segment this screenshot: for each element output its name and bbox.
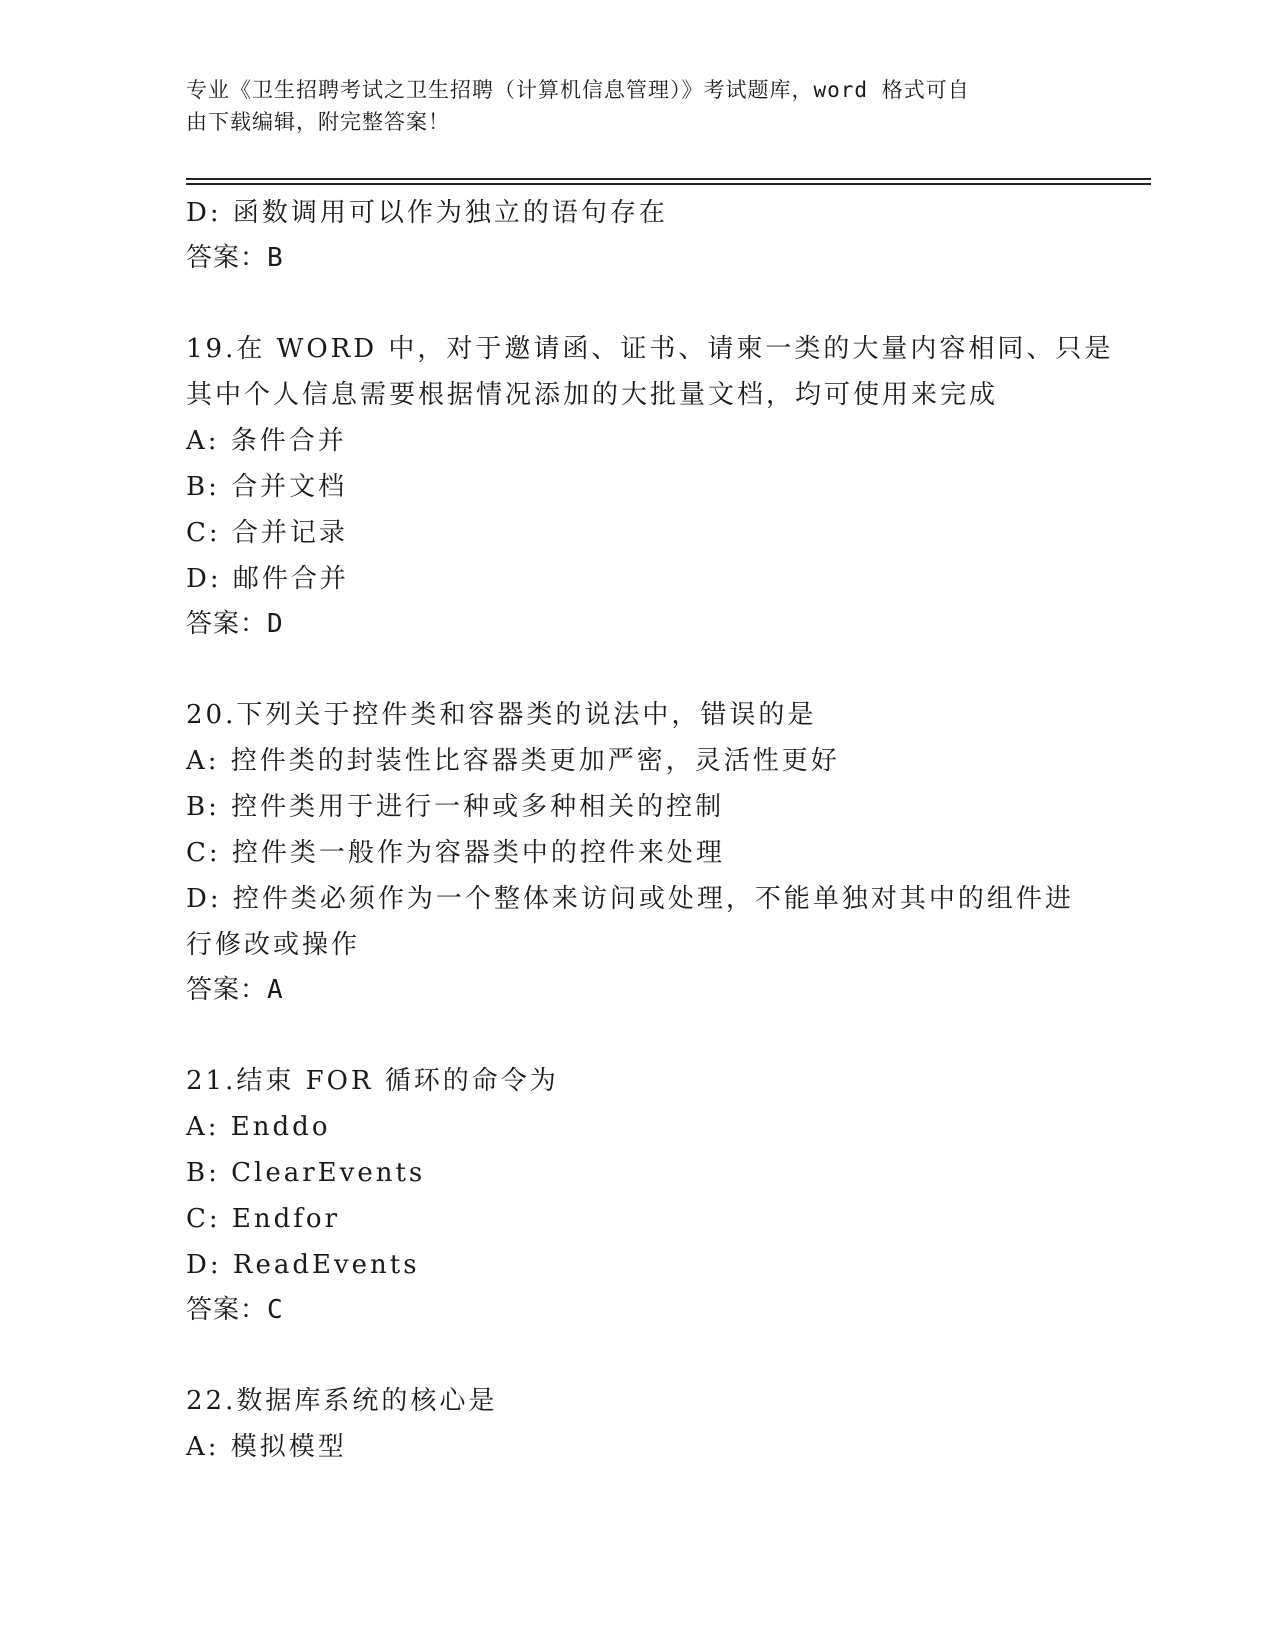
question-prev	[186, 190, 1086, 280]
question-stem: 19.在 WORD 中，对于邀请函、证书、请柬一类的大量内容相同、只是	[186, 334, 1114, 364]
header-line-2: 由下载编辑，附完整答案！	[186, 110, 450, 134]
spacer	[186, 280, 1086, 326]
option-a: A: 模拟模型	[186, 1432, 347, 1462]
question-stem: 22.数据库系统的核心是	[186, 1386, 498, 1416]
option-d: D: 函数调用可以作为独立的语句存在	[186, 198, 668, 228]
header-divider-top	[186, 178, 1151, 180]
option-c: C: 控件类一般作为容器类中的控件来处理	[186, 838, 725, 868]
option-b: B: 控件类用于进行一种或多种相关的控制	[186, 792, 725, 822]
option-b: B: ClearEvents	[186, 1158, 426, 1188]
option-d: D: ReadEvents	[186, 1250, 420, 1280]
option-a: A: 条件合并	[186, 426, 347, 456]
question-stem: 20.下列关于控件类和容器类的说法中，错误的是	[186, 700, 817, 730]
question-stem: 21.结束 FOR 循环的命令为	[186, 1066, 559, 1096]
spacer	[186, 1012, 1086, 1058]
answer-line: 答案：B	[186, 243, 284, 273]
answer-line: 答案：D	[186, 609, 284, 639]
spacer	[186, 646, 1086, 692]
option-a: A: Enddo	[186, 1112, 331, 1142]
question-21	[186, 1058, 1086, 1332]
document-header	[186, 74, 1066, 138]
option-a: A: 控件类的封装性比容器类更加严密，灵活性更好	[186, 746, 840, 776]
answer-line: 答案：A	[186, 975, 284, 1005]
option-c: C: 合并记录	[186, 518, 348, 548]
question-22	[186, 1378, 1086, 1470]
option-d: D: 邮件合并	[186, 564, 349, 594]
question-20	[186, 692, 1086, 1012]
option-b: B: 合并文档	[186, 472, 348, 502]
answer-line: 答案：C	[186, 1295, 284, 1325]
option-d: D: 控件类必须作为一个整体来访问或处理，不能单独对其中的组件进	[186, 884, 1074, 914]
header-divider-bottom	[186, 183, 1151, 185]
header-line-1: 专业《卫生招聘考试之卫生招聘（计算机信息管理）》考试题库，word 格式可自	[186, 78, 970, 102]
question-19	[186, 326, 1114, 646]
option-d-continued: 行修改或操作	[186, 930, 361, 960]
question-list	[186, 190, 1114, 1470]
option-c: C: Endfor	[186, 1204, 340, 1234]
question-stem-continued: 其中个人信息需要根据情况添加的大批量文档，均可使用来完成	[186, 380, 999, 410]
spacer	[186, 1332, 1086, 1378]
